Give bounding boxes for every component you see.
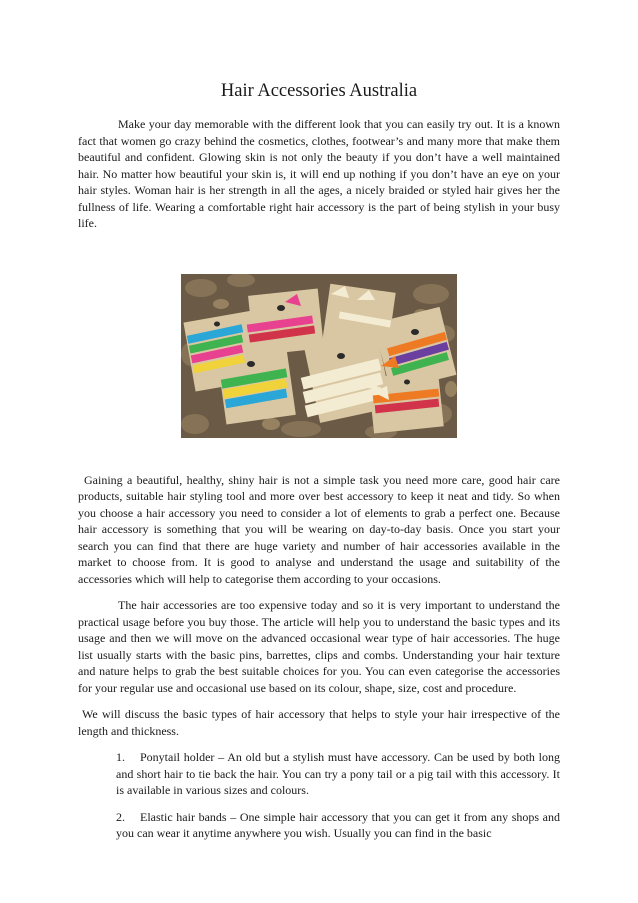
list-item — [116, 809, 560, 842]
hair-ties-photo — [181, 274, 457, 438]
list-item-number: 1. — [116, 750, 125, 764]
paragraph-expensive: The hair accessories are too expensive today and so it is very important to understand the practical usage before you buy those. The article will help you to understand the basic types and its usage and then we will move on the advanced occasional wear type of hair accessories. The huge list usually starts with the basic pins, barrettes, clips and combs. Understanding your hair texture and nature helps to grab the best suitable choices for you. You can even categorise the accessories for your regular use and occasional use based on its colour, shape, size, cost and procedure. — [78, 598, 560, 695]
document-title: Hair Accessories Australia — [220, 81, 418, 101]
list-item — [116, 749, 560, 799]
accessory-list — [78, 749, 560, 842]
paragraph-intro: Make your day memorable with the different look that you can easily try out. It is a known fact that women go crazy behind the cosmetics, clothes, footwear’s and many more that make them beautiful and confident. Glowing skin is not only the beauty if you don’t have a well maintained hair. No matter how beautiful your skin is, it will end up nothing if you don’t have an eye on your hair styles. Woman hair is her strength in all the ages, a nicely braided or styled hair gives her the fullness of life. Wearing a comfortable right hair accessory is the part of being stylish in your busy life. — [78, 117, 560, 230]
list-item-text: Ponytail holder – An old but a stylish must have accessory. Can be used by both long and short hair to tie back the hair. You can try a pony tail or a pig tail with this accessory. It is available in various sizes and colours. — [116, 750, 560, 797]
paragraph-gaining: Gaining a beautiful, healthy, shiny hair is not a simple task you need more care, good hair care products, suitable hair styling tool and more over best accessory to keep it neat and tidy. So when you choose a hair accessory you need to consider a lot of elements to grab a perfect one. Because hair accessory is something that you will be wearing on day-to-day basis. Once you start your search you can find that there are huge variety and number of hair accessories available in the market to choose from. It is good to analyse and understand the usage and suitability of the accessories which will help to categorise them according to your occasions. — [78, 472, 560, 586]
list-item-number: 2. — [116, 809, 125, 824]
paragraph-basic-types: We will discuss the basic types of hair accessory that helps to style your hair irrespective of the length and thickness. — [78, 707, 560, 738]
list-item-text: Elastic hair bands – One simple hair accessory that you can get it from any shops and you can wear it anytime anywhere you wish. Usually you can find in the basic — [116, 809, 560, 840]
